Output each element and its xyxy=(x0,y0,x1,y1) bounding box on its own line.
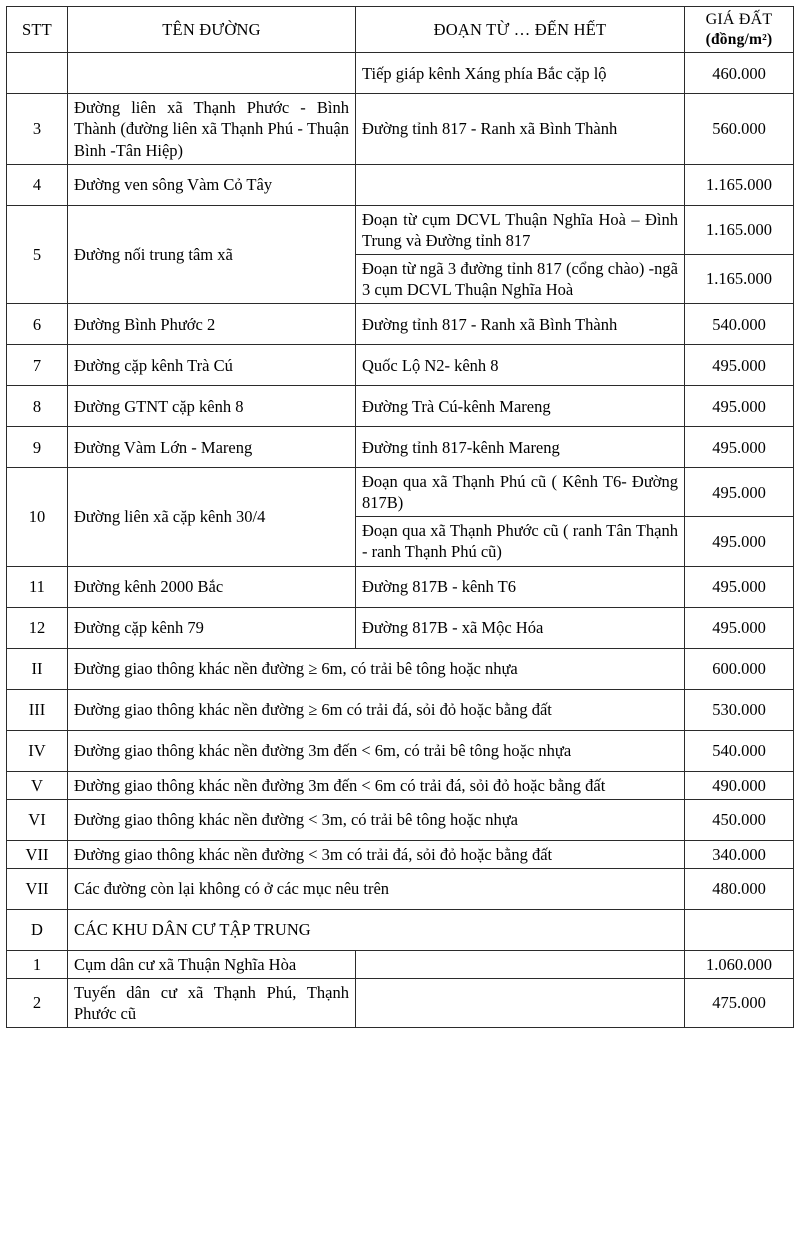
cell-price: 540.000 xyxy=(685,304,794,345)
cell-segment: Đường tỉnh 817 - Ranh xã Bình Thành xyxy=(356,304,685,345)
cell-section-text: Đường giao thông khác nền đường 3m đến < 6m, có trải bê tông hoặc nhựa xyxy=(68,730,685,771)
cell-section-text: Đường giao thông khác nền đường < 3m có trải đá, sỏi đỏ hoặc bằng đất xyxy=(68,840,685,868)
column-header-stt: STT xyxy=(7,7,68,53)
column-header-segment: ĐOẠN TỪ … ĐẾN HẾT xyxy=(356,7,685,53)
table-row-section xyxy=(7,868,794,909)
cell-stt: III xyxy=(7,689,68,730)
cell-stt: 5 xyxy=(7,205,68,303)
document-page xyxy=(0,6,800,1259)
cell-segment xyxy=(356,164,685,205)
cell-price: 460.000 xyxy=(685,53,794,94)
table-row xyxy=(7,205,794,254)
cell-stt: VII xyxy=(7,868,68,909)
cell-stt xyxy=(7,53,68,94)
table-row xyxy=(7,950,794,978)
cell-segment: Đường 817B - kênh T6 xyxy=(356,566,685,607)
cell-stt: 9 xyxy=(7,427,68,468)
column-header-price-label: GIÁ ĐẤT xyxy=(705,11,773,28)
cell-road-name: Đường Bình Phước 2 xyxy=(68,304,356,345)
cell-section-text: Đường giao thông khác nền đường < 3m, có trải bê tông hoặc nhựa xyxy=(68,799,685,840)
table-row xyxy=(7,94,794,164)
table-body xyxy=(7,53,794,1028)
cell-price: 450.000 xyxy=(685,799,794,840)
column-header-road-name: TÊN ĐƯỜNG xyxy=(68,7,356,53)
cell-section-text: Đường giao thông khác nền đường ≥ 6m, có trải bê tông hoặc nhựa xyxy=(68,648,685,689)
cell-stt: 10 xyxy=(7,468,68,566)
cell-segment: Đoạn từ ngã 3 đường tỉnh 817 (cổng chào) -ngã 3 cụm DCVL Thuận Nghĩa Hoà xyxy=(356,254,685,303)
cell-road-name: Đường ven sông Vàm Cỏ Tây xyxy=(68,164,356,205)
cell-road-name xyxy=(68,53,356,94)
cell-price: 495.000 xyxy=(685,566,794,607)
cell-stt: 12 xyxy=(7,607,68,648)
cell-segment xyxy=(356,950,685,978)
cell-segment: Đường tỉnh 817-kênh Mareng xyxy=(356,427,685,468)
table-row-section xyxy=(7,799,794,840)
cell-price: 495.000 xyxy=(685,386,794,427)
table-row xyxy=(7,53,794,94)
cell-price: 495.000 xyxy=(685,517,794,566)
column-header-price-unit: (đồng/m²) xyxy=(705,31,773,48)
table-row xyxy=(7,304,794,345)
cell-segment: Đoạn qua xã Thạnh Phú cũ ( Kênh T6- Đường 817B) xyxy=(356,468,685,517)
cell-stt: 6 xyxy=(7,304,68,345)
cell-stt: 7 xyxy=(7,345,68,386)
cell-segment: Đoạn qua xã Thạnh Phước cũ ( ranh Tân Thạnh - ranh Thạnh Phú cũ) xyxy=(356,517,685,566)
cell-price: 495.000 xyxy=(685,607,794,648)
cell-road-name: Đường cặp kênh 79 xyxy=(68,607,356,648)
table-row xyxy=(7,566,794,607)
cell-segment: Đoạn từ cụm DCVL Thuận Nghĩa Hoà – Đình Trung và Đường tỉnh 817 xyxy=(356,205,685,254)
table-row xyxy=(7,607,794,648)
cell-segment: Đường 817B - xã Mộc Hóa xyxy=(356,607,685,648)
cell-road-name: Đường GTNT cặp kênh 8 xyxy=(68,386,356,427)
cell-stt: II xyxy=(7,648,68,689)
table-row-section xyxy=(7,771,794,799)
cell-section-text: Các đường còn lại không có ở các mục nêu trên xyxy=(68,868,685,909)
cell-road-name: Đường liên xã Thạnh Phước - Bình Thành (đường liên xã Thạnh Phú - Thuận Bình -Tân Hiệp) xyxy=(68,94,356,164)
cell-stt: 3 xyxy=(7,94,68,164)
cell-stt: 2 xyxy=(7,978,68,1027)
land-price-table xyxy=(6,6,794,1028)
cell-price: 495.000 xyxy=(685,427,794,468)
cell-stt: VII xyxy=(7,840,68,868)
cell-price: 1.165.000 xyxy=(685,254,794,303)
cell-segment: Tiếp giáp kênh Xáng phía Bắc cặp lộ xyxy=(356,53,685,94)
cell-price: 530.000 xyxy=(685,689,794,730)
cell-stt: 4 xyxy=(7,164,68,205)
table-row-section xyxy=(7,648,794,689)
cell-stt: 1 xyxy=(7,950,68,978)
table-row-section xyxy=(7,730,794,771)
cell-stt: 8 xyxy=(7,386,68,427)
cell-stt: IV xyxy=(7,730,68,771)
cell-section-text: CÁC KHU DÂN CƯ TẬP TRUNG xyxy=(68,909,685,950)
column-header-price xyxy=(685,7,794,53)
cell-stt: D xyxy=(7,909,68,950)
cell-road-name: Tuyến dân cư xã Thạnh Phú, Thạnh Phước cũ xyxy=(68,978,356,1027)
table-row-section xyxy=(7,840,794,868)
cell-road-name: Đường Vàm Lớn - Mareng xyxy=(68,427,356,468)
cell-price xyxy=(685,909,794,950)
table-row xyxy=(7,468,794,517)
cell-stt: 11 xyxy=(7,566,68,607)
cell-road-name: Đường nối trung tâm xã xyxy=(68,205,356,303)
cell-price: 1.165.000 xyxy=(685,205,794,254)
cell-price: 1.060.000 xyxy=(685,950,794,978)
cell-price: 495.000 xyxy=(685,345,794,386)
cell-road-name: Đường kênh 2000 Bắc xyxy=(68,566,356,607)
cell-price: 600.000 xyxy=(685,648,794,689)
cell-road-name: Cụm dân cư xã Thuận Nghĩa Hòa xyxy=(68,950,356,978)
cell-price: 1.165.000 xyxy=(685,164,794,205)
table-header xyxy=(7,7,794,53)
table-row xyxy=(7,978,794,1027)
cell-price: 540.000 xyxy=(685,730,794,771)
table-row xyxy=(7,386,794,427)
table-row xyxy=(7,427,794,468)
table-row xyxy=(7,345,794,386)
cell-road-name: Đường liên xã cặp kênh 30/4 xyxy=(68,468,356,566)
cell-price: 340.000 xyxy=(685,840,794,868)
cell-price: 475.000 xyxy=(685,978,794,1027)
cell-road-name: Đường cặp kênh Trà Cú xyxy=(68,345,356,386)
table-row-section xyxy=(7,689,794,730)
cell-segment xyxy=(356,978,685,1027)
header-row xyxy=(7,7,794,53)
cell-stt: V xyxy=(7,771,68,799)
cell-stt: VI xyxy=(7,799,68,840)
cell-price: 495.000 xyxy=(685,468,794,517)
cell-section-text: Đường giao thông khác nền đường ≥ 6m có trải đá, sỏi đỏ hoặc bằng đất xyxy=(68,689,685,730)
cell-price: 560.000 xyxy=(685,94,794,164)
cell-segment: Đường tỉnh 817 - Ranh xã Bình Thành xyxy=(356,94,685,164)
cell-price: 480.000 xyxy=(685,868,794,909)
cell-segment: Đường Trà Cú-kênh Mareng xyxy=(356,386,685,427)
table-row xyxy=(7,164,794,205)
cell-price: 490.000 xyxy=(685,771,794,799)
cell-segment: Quốc Lộ N2- kênh 8 xyxy=(356,345,685,386)
cell-section-text: Đường giao thông khác nền đường 3m đến < 6m có trải đá, sỏi đỏ hoặc bằng đất xyxy=(68,771,685,799)
table-row-section xyxy=(7,909,794,950)
